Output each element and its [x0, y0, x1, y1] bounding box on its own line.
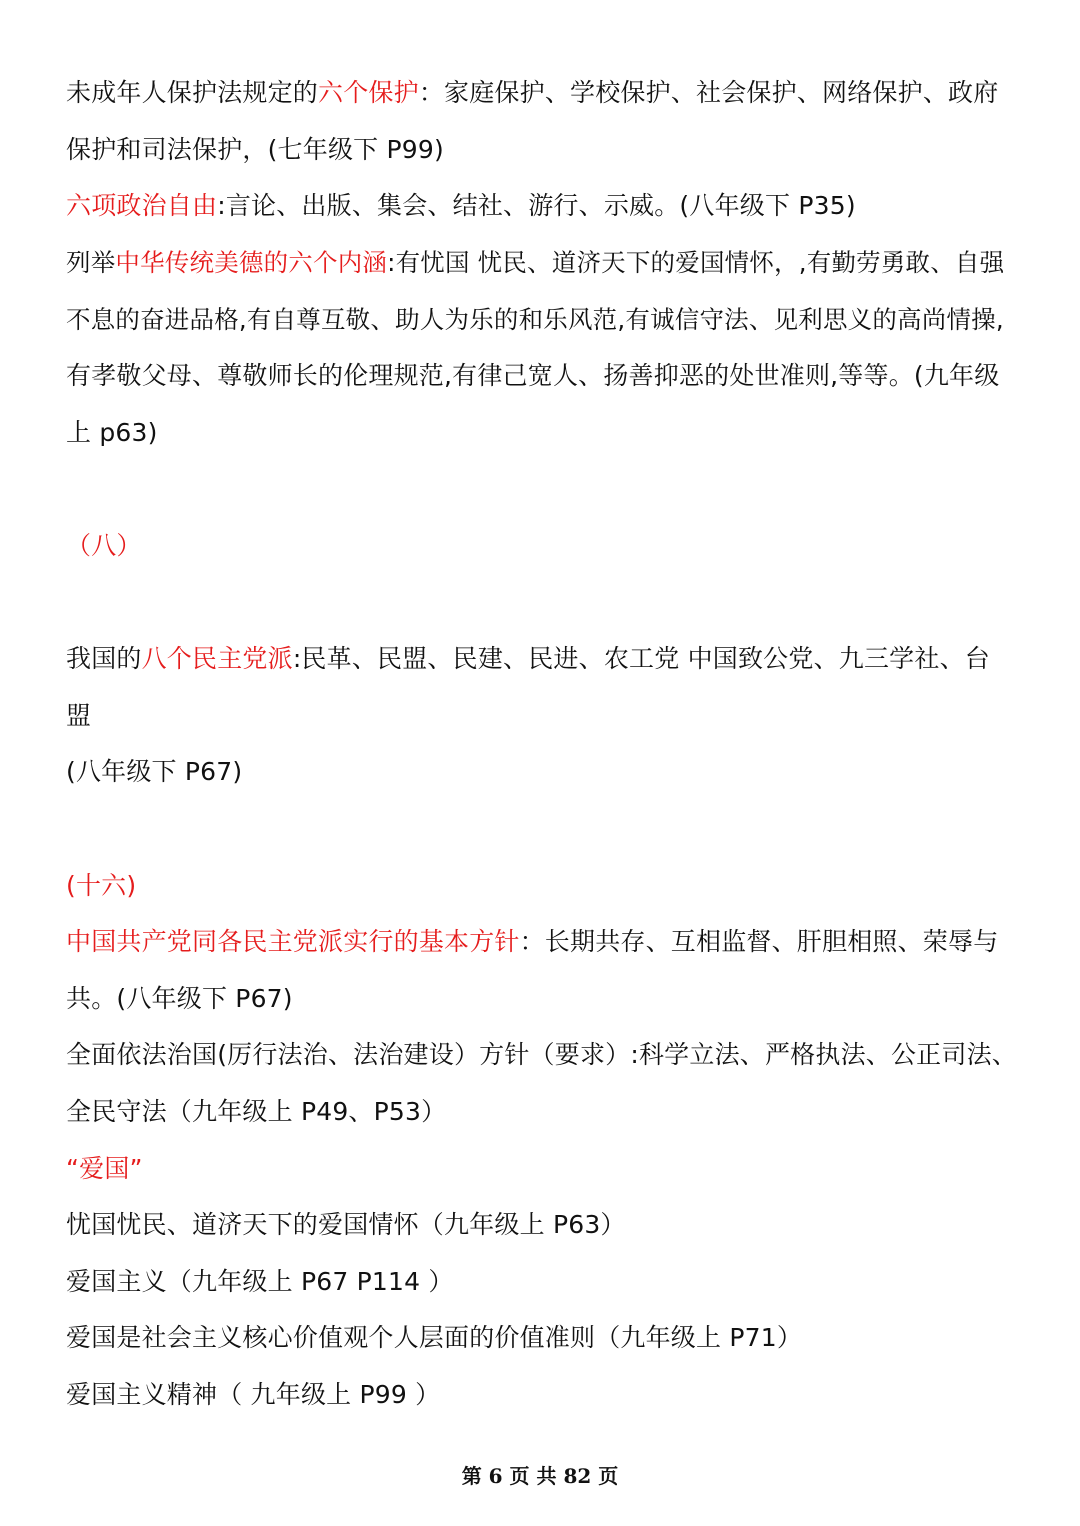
patriotism-item: 爱国是社会主义核心价值观个人层面的价值准则（九年级上 P71） [66, 1323, 803, 1352]
democratic-parties-line-1 [66, 642, 990, 676]
virtues-line-1 [66, 246, 1004, 280]
rule-of-law-line-2: 全民守法（九年级上 P49、P53） [66, 1097, 447, 1126]
virtues-line-4: 上 p63) [66, 418, 158, 447]
virtues-line-3: 有孝敬父母、尊敬师长的伦理规范,有律己宽人、扬善抑恶的处世准则,等等。(九年级 [66, 361, 1000, 390]
text-segment: :有忧国 忧民、道济天下的爱国情怀，,有勤劳勇敢、自强 [387, 248, 1005, 277]
text-segment: ：长期共存、互相监督、肝胆相照、荣辱与 [519, 927, 999, 956]
text-segment: ：家庭保护、学校保护、社会保护、网络保护、政府 [418, 78, 999, 107]
section-heading-sixteen: (十六) [66, 871, 137, 900]
protection-law-line-1 [66, 76, 998, 110]
patriotism-item: 忧国忧民、道济天下的爱国情怀（九年级上 P63） [66, 1210, 626, 1239]
political-freedoms-line [66, 189, 856, 223]
text-segment: 未成年人保护法规定的 [66, 78, 319, 107]
virtues-line-2: 不息的奋进品格,有自尊互敬、助人为乐的和乐风范,有诚信守法、见利思义的高尚情操, [66, 305, 1004, 334]
rule-of-law-line-1: 全面依法治国(厉行法治、法治建设）方针（要求）:科学立法、严格执法、公正司法、 [66, 1040, 1017, 1069]
text-segment: :民革、民盟、民建、民进、农工党 中国致公党、九三学社、台 [292, 644, 990, 673]
text-segment: :言论、出版、集会、结社、游行、示威。(八年级下 P35) [217, 191, 856, 220]
highlight-basic-policy: 中国共产党同各民主党派实行的基本方针 [66, 927, 520, 956]
section-heading-eight: （八） [66, 531, 142, 560]
text-segment: 我国的 [66, 644, 142, 673]
patriotism-item: 爱国主义精神（ 九年级上 P99 ） [66, 1380, 441, 1409]
highlight-six-freedoms: 六项政治自由 [66, 191, 218, 220]
highlight-six-protections: 六个保护 [318, 78, 419, 107]
text-segment: 列举 [66, 248, 116, 277]
democratic-parties-line-2: 盟 [66, 701, 92, 730]
highlight-six-virtues: 中华传统美德的六个内涵 [115, 248, 388, 277]
section-heading-patriotism: “爱国” [66, 1154, 143, 1183]
highlight-eight-parties: 八个民主党派 [141, 644, 293, 673]
basic-policy-line-2: 共。(八年级下 P67) [66, 984, 293, 1013]
democratic-parties-ref: (八年级下 P67) [66, 757, 243, 786]
patriotism-item: 爱国主义（九年级上 P67 P114 ） [66, 1267, 454, 1296]
page-number-footer: 第 6 页 共 82 页 [461, 1464, 619, 1488]
basic-policy-line-1 [66, 925, 998, 959]
protection-law-line-2: 保护和司法保护，(七年级下 P99) [66, 135, 444, 164]
